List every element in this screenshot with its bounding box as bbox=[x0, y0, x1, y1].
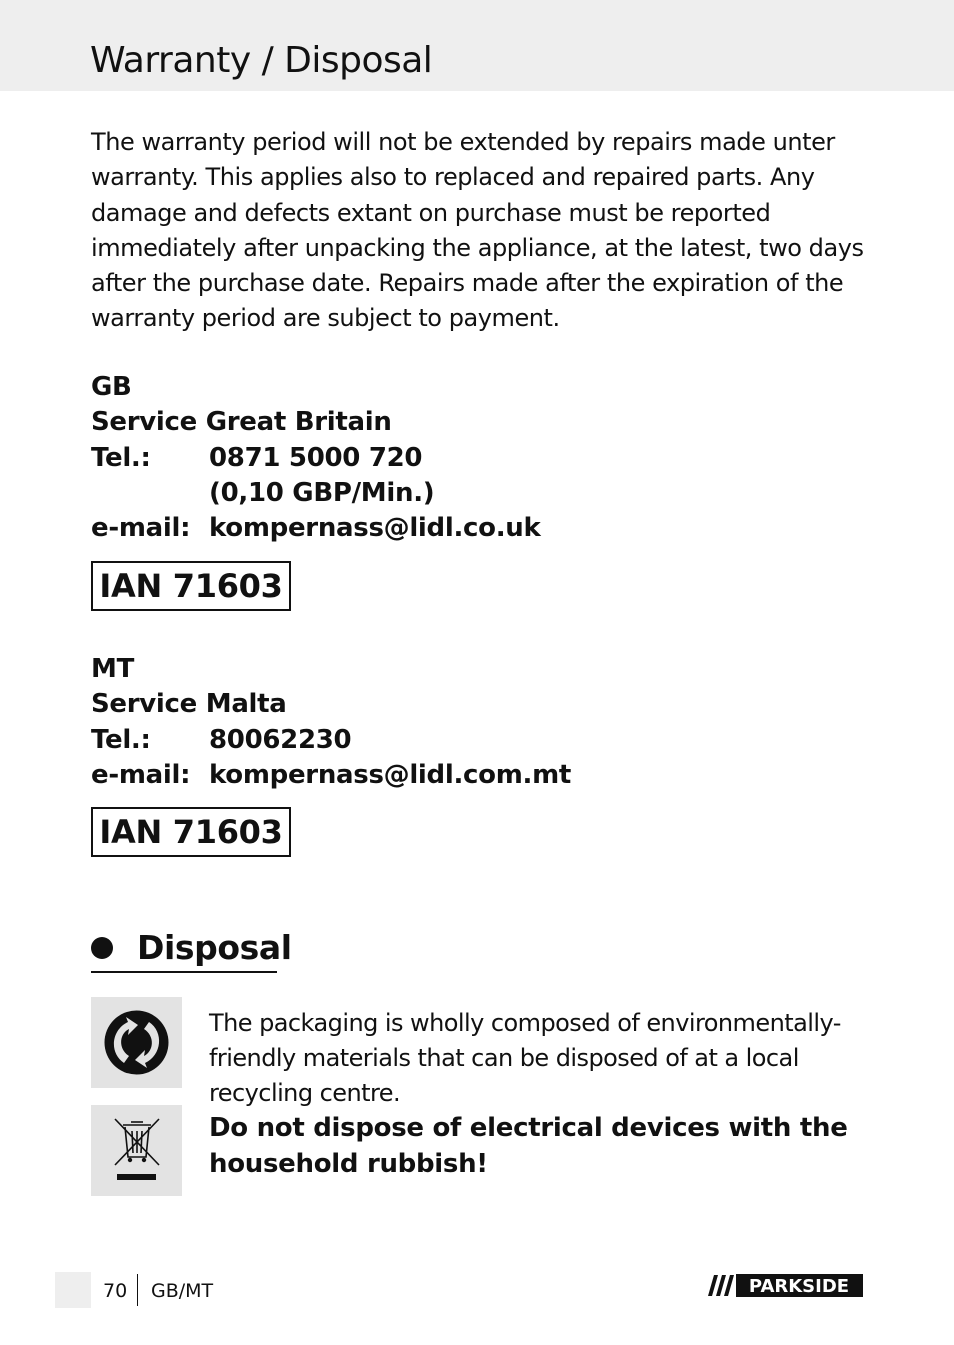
ian-box-gb: IAN 71603 bbox=[91, 561, 291, 611]
country-code: MT bbox=[91, 654, 135, 684]
tel-number: 0871 5000 720 bbox=[209, 442, 423, 473]
tel-note: (0,10 GBP/Min.) bbox=[209, 477, 435, 508]
tel-label: Tel.: bbox=[91, 724, 151, 755]
email-label: e-mail: bbox=[91, 513, 191, 544]
service-block-gb bbox=[91, 370, 541, 546]
packaging-text: The packaging is wholly composed of environmentally-friendly materials that can be disposed of at a local recycling centre. bbox=[209, 1009, 841, 1107]
ian-box-mt: IAN 71603 bbox=[91, 807, 291, 857]
crossed-out-wheelie-bin-icon bbox=[91, 1105, 182, 1196]
service-block-mt bbox=[91, 652, 571, 793]
bullet-icon bbox=[91, 937, 113, 959]
green-dot-recycling-icon bbox=[91, 997, 182, 1088]
warranty-paragraph: The warranty period will not be extended by repairs made unter warranty. This applies also to replaced and repaired parts. Any damage and defects extant on purchase must be reported immediately after unpacking the appliance, at the latest, two days after the purchase date. Repairs made after the expiration of the warranty period are subject to payment. bbox=[91, 128, 864, 333]
service-name: Service Malta bbox=[91, 689, 287, 720]
email-row bbox=[91, 758, 571, 793]
parkside-logo bbox=[705, 1273, 863, 1298]
tel-number: 80062230 bbox=[209, 724, 352, 755]
email-address: kompernass@lidl.co.uk bbox=[209, 513, 541, 544]
footer-marker bbox=[55, 1272, 91, 1308]
tel-row bbox=[91, 441, 541, 476]
tel-note-row bbox=[91, 476, 541, 511]
disposal-title: Disposal bbox=[137, 928, 292, 967]
disposal-heading bbox=[91, 928, 292, 973]
tel-label: Tel.: bbox=[91, 442, 151, 473]
weee-warning-text: Do not dispose of electrical devices with the household rubbish! bbox=[209, 1113, 848, 1179]
footer-divider bbox=[137, 1274, 138, 1306]
email-row bbox=[91, 511, 541, 546]
email-label: e-mail: bbox=[91, 759, 191, 790]
brand-name: PARKSIDE bbox=[748, 1276, 850, 1297]
tel-row bbox=[91, 723, 571, 758]
page-title: Warranty / Disposal bbox=[90, 40, 433, 81]
email-address: kompernass@lidl.com.mt bbox=[209, 759, 572, 790]
page-number: 70 bbox=[103, 1280, 128, 1302]
service-name: Service Great Britain bbox=[91, 407, 392, 438]
country-code: GB bbox=[91, 372, 132, 402]
footer-language: GB/MT bbox=[151, 1280, 214, 1302]
